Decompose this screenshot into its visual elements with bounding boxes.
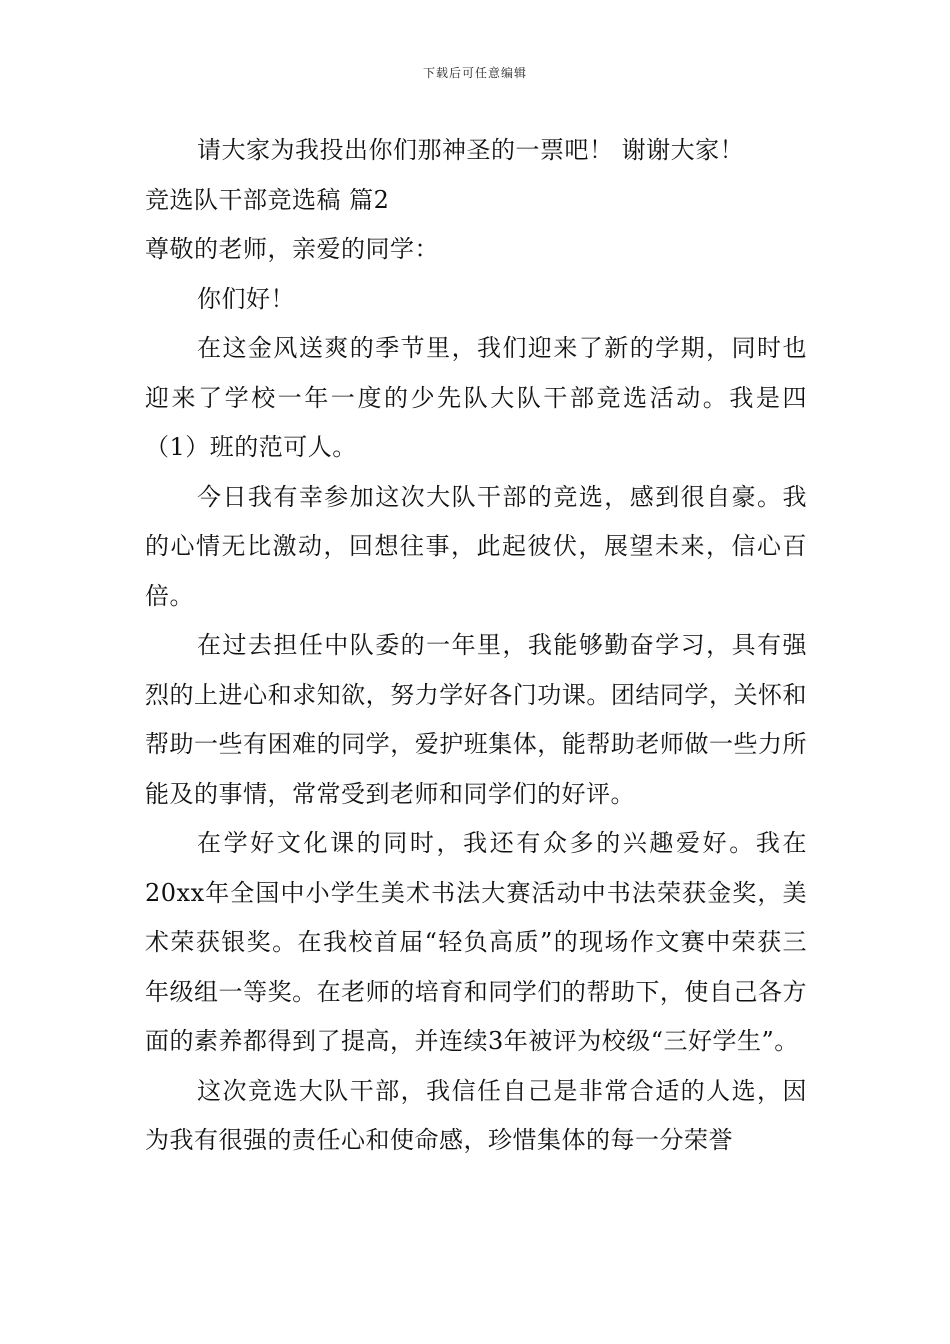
- paragraph-closing-appeal: 请大家为我投出你们那神圣的一票吧！ 谢谢大家！: [197, 136, 745, 164]
- section-title: 竞选队干部竞选稿 篇2: [145, 185, 390, 214]
- salutation: 尊敬的老师，亲爱的同学：: [145, 235, 439, 263]
- paragraph-candidacy: 这次竞选大队干部，我信任自己是非常合适的人选，因为我有很强的责任心和使命感，珍惜集体的每一分荣誉: [145, 1076, 807, 1154]
- document-body: [145, 126, 807, 1166]
- paragraph-introduction: 在这金风送爽的季节里，我们迎来了新的学期，同时也迎来了学校一年一度的少先队大队干部竞选活动。我是四（1）班的范可人。: [145, 334, 807, 461]
- paragraph-past-experience: 在过去担任中队委的一年里，我能够勤奋学习，具有强烈的上进心和求知欲，努力学好各门功课。团结同学，关怀和帮助一些有困难的同学，爱护班集体，能帮助老师做一些力所能及的事情，常常受到老师和同学们的好评。: [145, 631, 807, 808]
- paragraph-feelings: 今日我有幸参加这次大队干部的竞选，感到很自豪。我的心情无比激动，回想往事，此起彼伏，展望未来，信心百倍。: [145, 482, 807, 610]
- paragraph-achievements: 在学好文化课的同时，我还有众多的兴趣爱好。我在20xx年全国中小学生美术书法大赛活动中书法荣获金奖，美术荣获银奖。在我校首届“轻负高质”的现场作文赛中荣获三年级组一等奖。在老师的培育和同学们的帮助下，使自己各方面的素养都得到了提高，并连续3年被评为校级“三好学生”。: [145, 829, 807, 1055]
- greeting: 你们好！: [197, 284, 295, 313]
- page-header-note: 下载后可任意编辑: [422, 66, 527, 80]
